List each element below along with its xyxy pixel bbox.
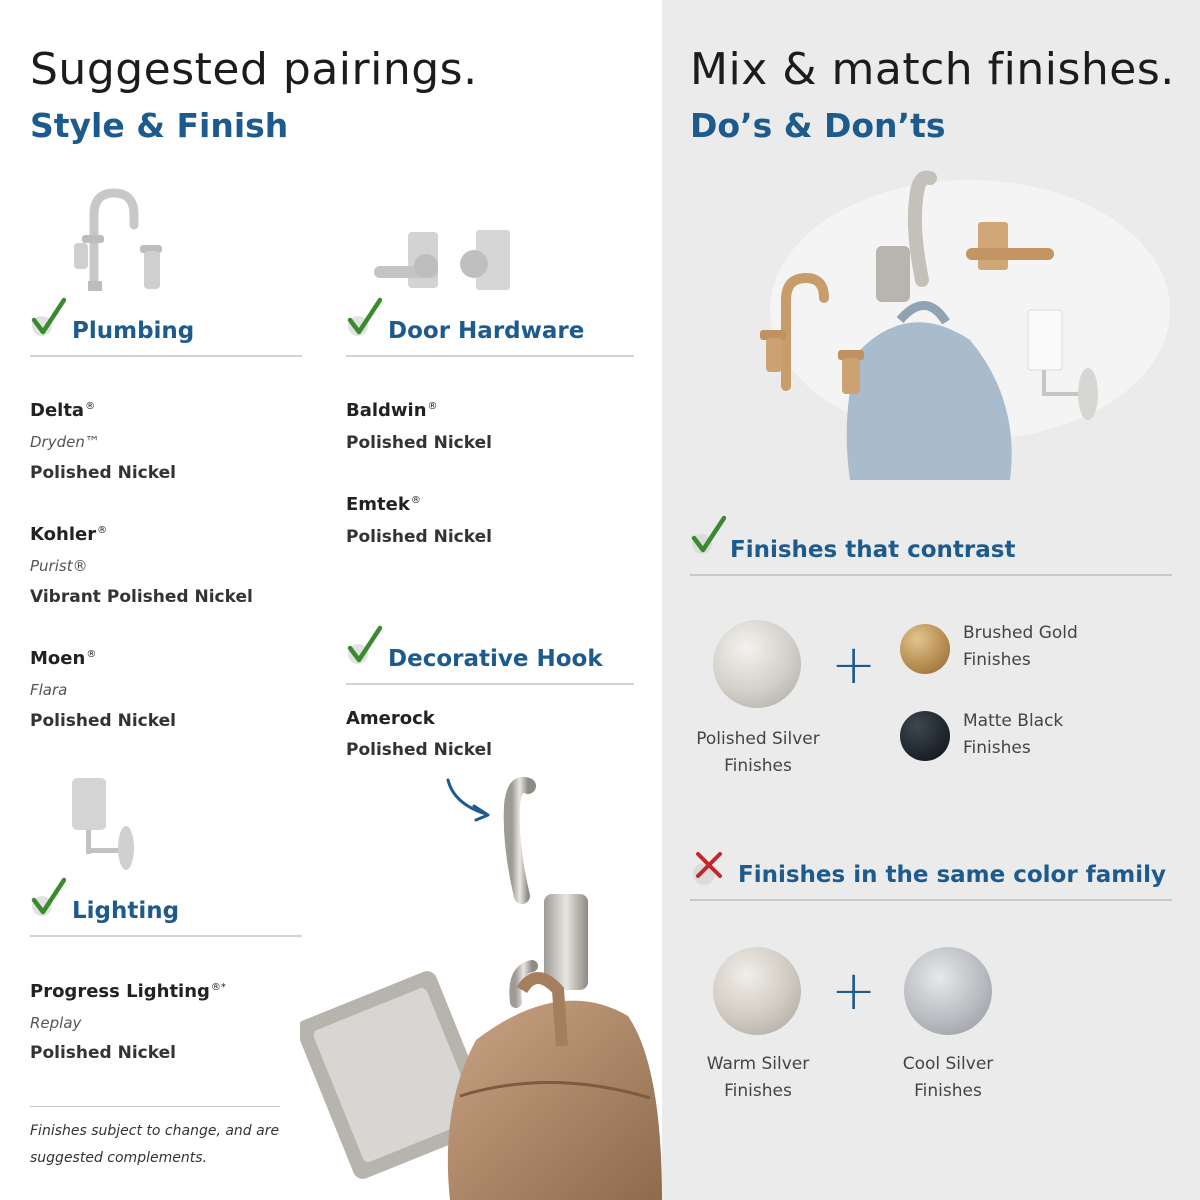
plus-icon: + [831,633,877,696]
finish-name: Polished Nickel [30,711,176,731]
finish-name: Polished Nickel [346,433,492,453]
brand-name: Amerock [346,708,435,729]
finish-name: Vibrant Polished Nickel [30,587,253,607]
divider [690,574,1172,576]
brand-name: Moen® [30,648,97,669]
right-subtitle: Do’s & Don’ts [690,106,946,145]
warm-silver-label: Warm Silver Finishes [706,1054,810,1101]
divider [690,899,1172,901]
model-name: Flara [30,681,68,699]
brushed-gold-swatch [900,624,950,674]
plus-icon: + [831,959,877,1022]
polished-silver-label: Polished Silver Finishes [696,729,820,776]
lighting-heading: Lighting [72,898,180,924]
finish-name: Polished Nickel [30,1043,176,1063]
cool-silver-label: Cool Silver Finishes [902,1054,994,1101]
faucet-icon [64,185,176,293]
matte-black-swatch [900,711,950,761]
model-name: Replay [30,1014,82,1032]
brand-name: Kohler® [30,524,108,545]
door-lever-icon [372,228,512,292]
plumbing-heading: Plumbing [72,318,195,344]
brand-name: Emtek® [346,494,421,515]
right-title: Mix & match finishes. [690,44,1175,95]
divider [30,355,302,357]
polished-silver-swatch [713,620,801,708]
brand-name: Baldwin® [346,400,438,421]
wall-sconce-icon [68,776,140,872]
cool-silver-swatch [904,947,992,1035]
finish-name: Polished Nickel [346,527,492,547]
check-icon [30,876,66,916]
wall-hook-icon [512,785,588,1002]
product-collage [740,150,1180,490]
check-icon [690,514,726,554]
page-subtitle: Style & Finish [30,106,289,145]
contrast-heading: Finishes that contrast [730,537,1016,563]
footnote: Finishes subject to change, and are suggested complements. [30,1123,280,1166]
hook-photo [300,776,662,1200]
brand-name: Delta® [30,400,96,421]
brushed-gold-label: Brushed Gold Finishes [963,623,1078,670]
divider [346,683,634,685]
warm-silver-swatch [713,947,801,1035]
brand-name: Progress Lighting®* [30,981,226,1002]
divider [30,1106,280,1107]
divider [346,355,634,357]
same-family-heading: Finishes in the same color family [738,862,1166,888]
model-name: Purist® [30,557,88,575]
finish-name: Polished Nickel [30,463,176,483]
check-icon [30,296,66,336]
backpack-icon [448,978,662,1200]
cross-icon [690,848,726,888]
matte-black-label: Matte Black Finishes [963,711,1064,758]
finish-name: Polished Nickel [346,740,492,760]
door-hardware-heading: Door Hardware [388,318,585,344]
page-title: Suggested pairings. [30,44,478,95]
divider [30,935,302,937]
check-icon [346,296,382,336]
decorative-hook-heading: Decorative Hook [388,646,603,672]
check-icon [346,624,382,664]
model-name: Dryden™ [30,433,100,451]
